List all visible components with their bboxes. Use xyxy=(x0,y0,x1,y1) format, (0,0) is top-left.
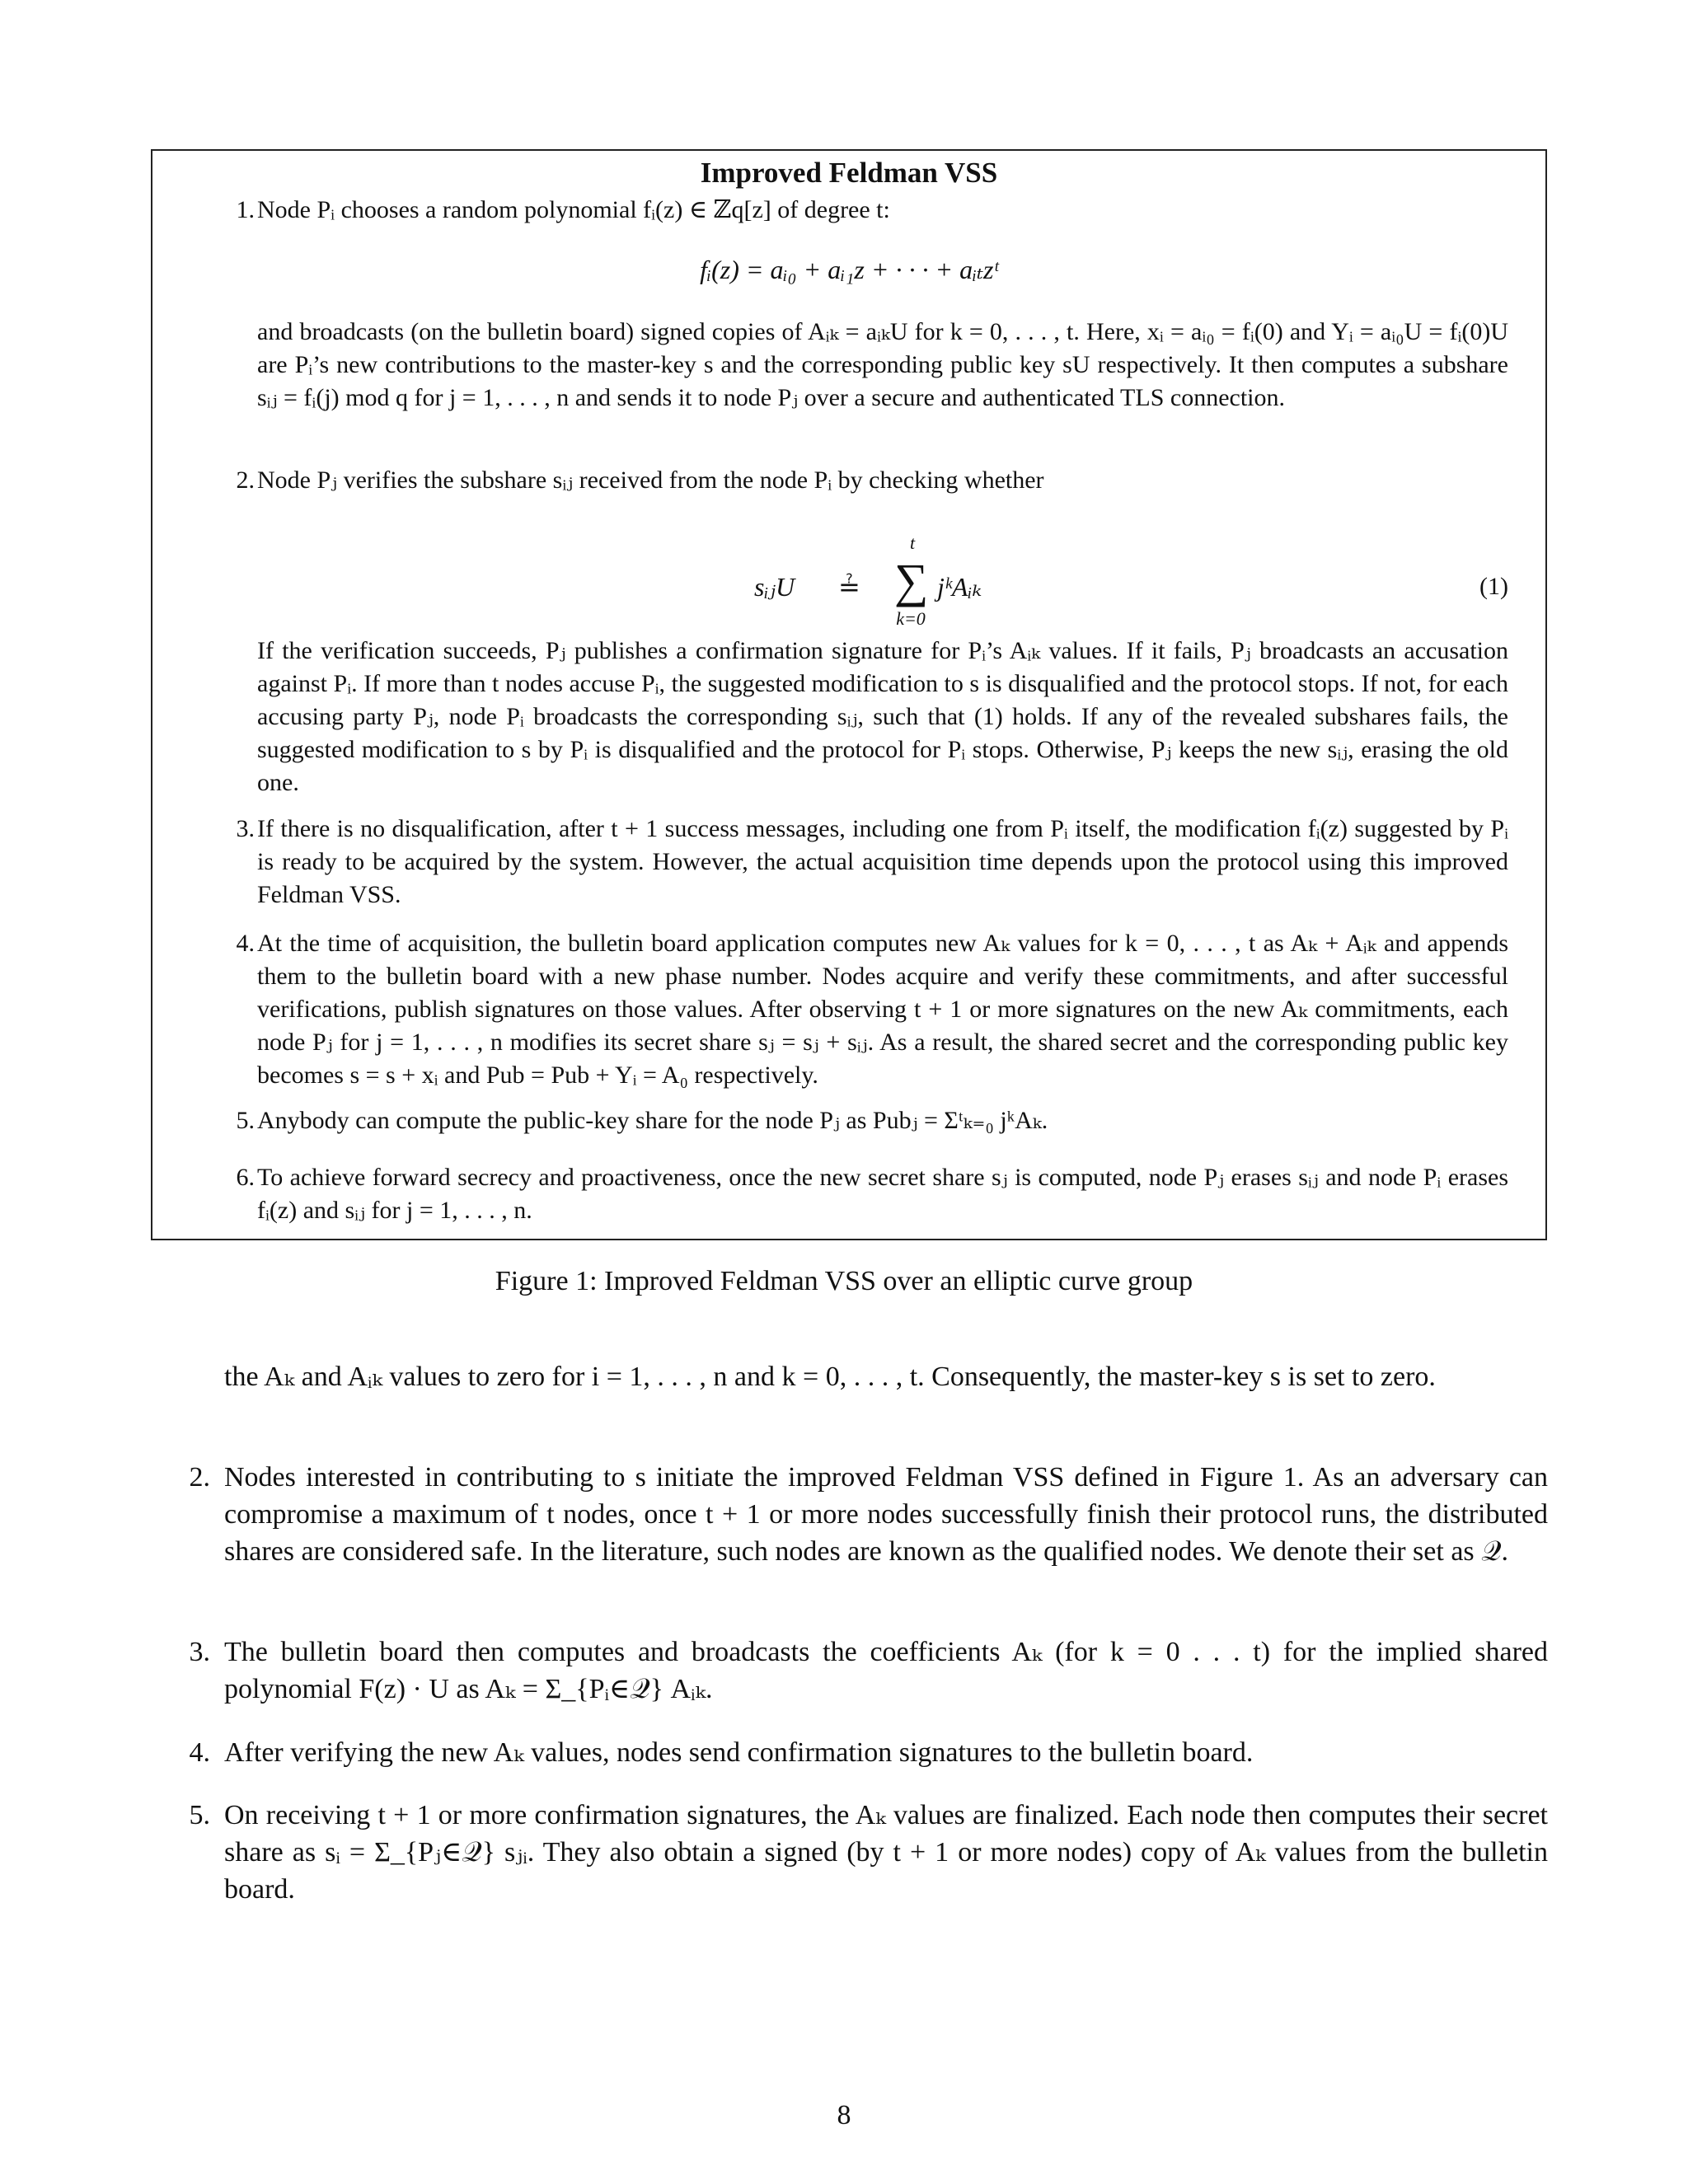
item-number: 3. xyxy=(189,1637,210,1667)
step-number: 3. xyxy=(236,815,255,842)
figure-caption: Figure 1: Improved Feldman VSS over an elliptic curve group xyxy=(495,1266,1193,1296)
step-text: Node Pⱼ verifies the subshare sᵢⱼ received from the node Pᵢ by checking whether xyxy=(257,466,1044,494)
body-text: On receiving t + 1 or more confirmation signatures, the Aₖ values are finalized. Each node then computes their secret share as sᵢ = Σ_{Pⱼ∈𝒬} sⱼᵢ. They also obtain a signed (by t + 1 or more nodes) copy of Aₖ values from the bulletin board. xyxy=(224,1800,1548,1905)
polynomial-equation: fᵢ(z) = aᵢ₀ + aᵢ₁z + · · · + aᵢₜzᵗ xyxy=(700,255,998,284)
sum-upper-limit: t xyxy=(909,532,916,553)
body-text: Nodes interested in contributing to s initiate the improved Feldman VSS defined in Figure 1. As an adversary can compromise a maximum of t nodes, once t + 1 or more nodes successfully finish their protocol runs, the distributed shares are considered safe. In the literature, such nodes are known as the qualified nodes. We denote their set as 𝒬. xyxy=(224,1462,1548,1567)
equation-1-rhs: jᵏAᵢₖ xyxy=(937,572,982,602)
step-text: and broadcasts (on the bulletin board) signed copies of Aᵢₖ = aᵢₖU for k = 0, . . . , t. Here, xᵢ = aᵢ₀ = fᵢ(0) and Yᵢ = aᵢ₀U = fᵢ(0)U are Pᵢ’s new contributions to the master-key s and the corresponding public key sU respectively. It then computes a subshare sᵢⱼ = fᵢ(j) mod q for j = 1, . . . , n and sends it to node Pⱼ over a secure and authenticated TLS connection. xyxy=(257,318,1508,411)
equation-1-lhs: sᵢⱼU xyxy=(754,572,795,602)
step-text: At the time of acquisition, the bulletin board application computes new Aₖ values for k = 0, . . . , t as Aₖ + Aᵢₖ and appends them to the bulletin board with a new phase number. Nodes acquire and verify these commitments, and after successful verifications, publish signatures on those values. After observing t + 1 or more signatures on the new Aₖ commitments, each node Pⱼ for j = 1, . . . , n modifies its secret share sⱼ = sⱼ + sᵢⱼ. As a result, the shared secret and the corresponding public key becomes s = s + xᵢ and Pub = Pub + Yᵢ = A₀ respectively. xyxy=(257,930,1508,1089)
item-number: 5. xyxy=(189,1800,210,1830)
step-number: 1. xyxy=(236,196,255,223)
step-number: 6. xyxy=(236,1164,255,1191)
step-text: If there is no disqualification, after t + 1 success messages, including one from Pᵢ itself, the modification fᵢ(z) suggested by Pᵢ is ready to be acquired by the system. However, the actual acquisition time depends upon the protocol using this improved Feldman VSS. xyxy=(257,815,1508,908)
item-number: 4. xyxy=(189,1737,210,1768)
body-text: After verifying the new Aₖ values, nodes send confirmation signatures to the bulletin board. xyxy=(224,1737,1254,1768)
item-number: 2. xyxy=(189,1462,210,1493)
body-text: The bulletin board then computes and broadcasts the coefficients Aₖ (for k = 0 . . . t) for the implied shared polynomial F(z) · U as Aₖ = Σ_{Pᵢ∈𝒬} Aᵢₖ. xyxy=(224,1637,1548,1704)
figure-box xyxy=(151,149,1547,1240)
equation-number: (1) xyxy=(1479,573,1508,600)
figure-title: Improved Feldman VSS xyxy=(700,157,998,189)
summation-symbol: ∑ xyxy=(894,554,929,607)
step-text: If the verification succeeds, Pⱼ publishes a confirmation signature for Pᵢ’s Aᵢₖ values. If it fails, Pⱼ broadcasts an accusation against Pᵢ. If more than t nodes accuse Pᵢ, the suggested modification to s is disqualified and the protocol stops. If not, for each accusing party Pⱼ, node Pᵢ broadcasts the corresponding sᵢⱼ, such that (1) holds. If any of the revealed subshares fails, the suggested modification to s by Pᵢ is disqualified and the protocol for Pᵢ stops. Otherwise, Pⱼ keeps the new sᵢⱼ, erasing the old one. xyxy=(257,637,1508,796)
page-number: 8 xyxy=(837,2100,851,2130)
step-text: Node Pᵢ chooses a random polynomial fᵢ(z) ∈ ℤq[z] of degree t: xyxy=(257,196,890,223)
step-text: Anybody can compute the public-key share for the node Pⱼ as Pubⱼ = Σᵗₖ₌₀ jᵏAₖ. xyxy=(257,1107,1048,1134)
step-text: To achieve forward secrecy and proactiveness, once the new secret share sⱼ is computed, node Pⱼ erases sᵢⱼ and node Pᵢ erases fᵢ(z) and sᵢⱼ for j = 1, . . . , n. xyxy=(257,1164,1508,1224)
step-number: 5. xyxy=(236,1107,255,1134)
step-number: 2. xyxy=(236,466,255,494)
body-text: the Aₖ and Aᵢₖ values to zero for i = 1, . . . , n and k = 0, . . . , t. Consequently, the master-key s is set to zero. xyxy=(224,1361,1436,1392)
step-number: 4. xyxy=(236,930,255,957)
sum-lower-limit: k=0 xyxy=(896,608,926,629)
equation-1-relation: ≟ xyxy=(838,572,860,602)
